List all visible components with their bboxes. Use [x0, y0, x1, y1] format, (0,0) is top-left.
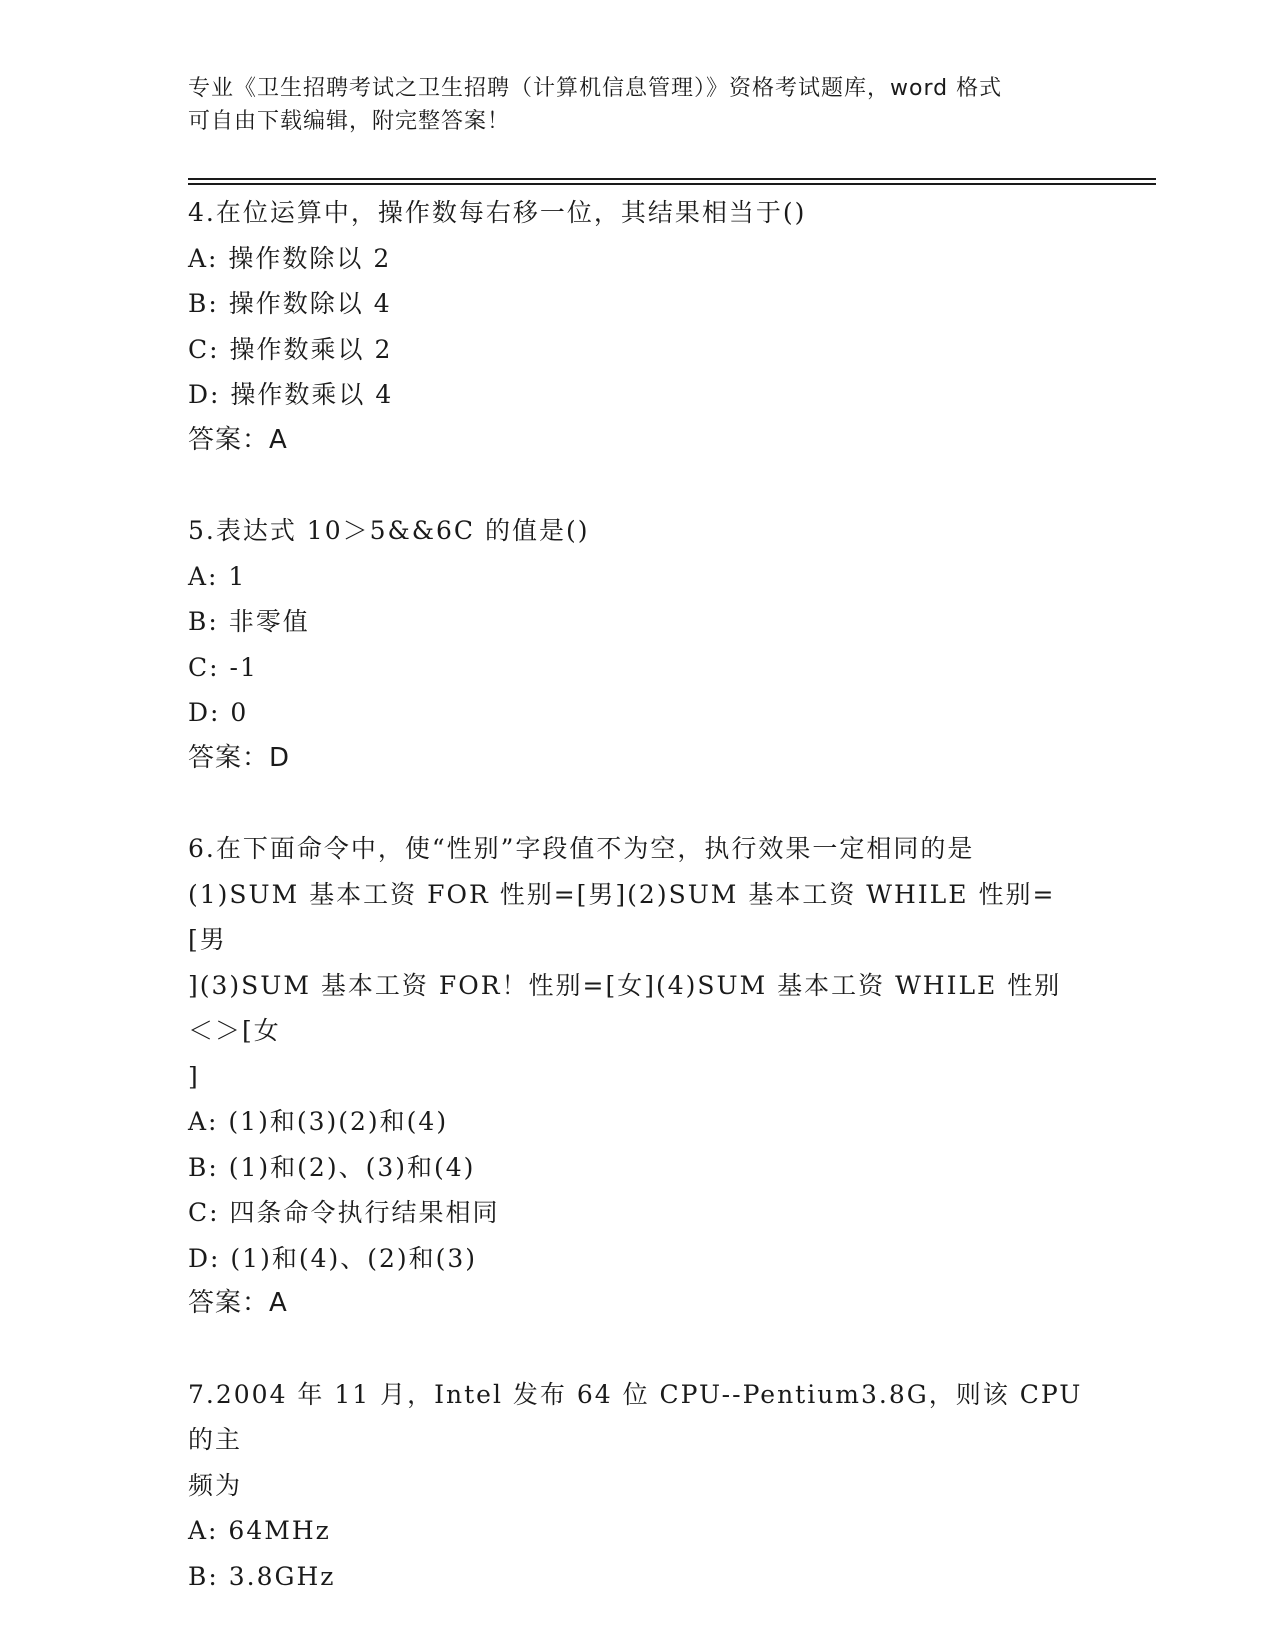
header-line-1: 专业《卫生招聘考试之卫生招聘（计算机信息管理）》资格考试题库，word 格式: [188, 76, 1003, 101]
option-c: C: 操作数乘以 2: [188, 334, 393, 364]
answer: 答案：A: [188, 1288, 288, 1318]
option-c: C: -1: [188, 652, 258, 682]
question-list: [188, 190, 1088, 1644]
header-divider-top: [188, 178, 1156, 180]
question-text-line-1: 6.在下面命令中，使“性别”字段值不为空，执行效果一定相同的是: [188, 834, 975, 863]
option-c: C: 四条命令执行结果相同: [188, 1198, 500, 1227]
question-6: [188, 826, 1088, 1327]
answer: 答案：A: [188, 424, 288, 455]
question-7: [188, 1372, 1088, 1600]
question-text-line-1: 7.2004 年 11 月，Intel 发布 64 位 CPU--Pentium3.8G，则该 CPU 的主: [188, 1379, 1083, 1454]
question-text-line-3: ](3)SUM 基本工资 FOR！性别=[女](4)SUM 基本工资 WHILE 性别＜＞[女: [188, 970, 1062, 1045]
header-divider-bottom: [188, 183, 1156, 185]
question-4: [188, 190, 1088, 463]
question-text-line-2: 频为: [188, 1470, 243, 1500]
option-b: B: 3.8GHz: [188, 1561, 336, 1591]
option-d: D: (1)和(4)、(2)和(3): [188, 1243, 478, 1273]
option-a: A: 64MHz: [188, 1516, 331, 1545]
option-a: A: 1: [188, 561, 247, 591]
option-b: B: 操作数除以 4: [188, 289, 392, 318]
option-a: A: 操作数除以 2: [188, 243, 392, 273]
answer: 答案：D: [188, 742, 291, 773]
option-b: B: (1)和(2)、(3)和(4): [188, 1152, 476, 1182]
question-text-line-2: (1)SUM 基本工资 FOR 性别=[男](2)SUM 基本工资 WHILE 性别=[男: [188, 879, 1056, 954]
question-5: [188, 508, 1088, 781]
option-d: D: 操作数乘以 4: [188, 380, 394, 409]
option-a: A: (1)和(3)(2)和(4): [188, 1107, 449, 1136]
option-d: D: 0: [188, 698, 249, 727]
question-text-line-4: ]: [188, 1061, 200, 1091]
header-line-2: 可自由下载编辑，附完整答案！: [188, 109, 511, 134]
question-text: 5.表达式 10＞5&&6C 的值是(): [188, 516, 590, 545]
question-text: 4.在位运算中，操作数每右移一位，其结果相当于(): [188, 198, 807, 227]
option-b: B: 非零值: [188, 607, 310, 636]
document-header: [188, 72, 1088, 138]
